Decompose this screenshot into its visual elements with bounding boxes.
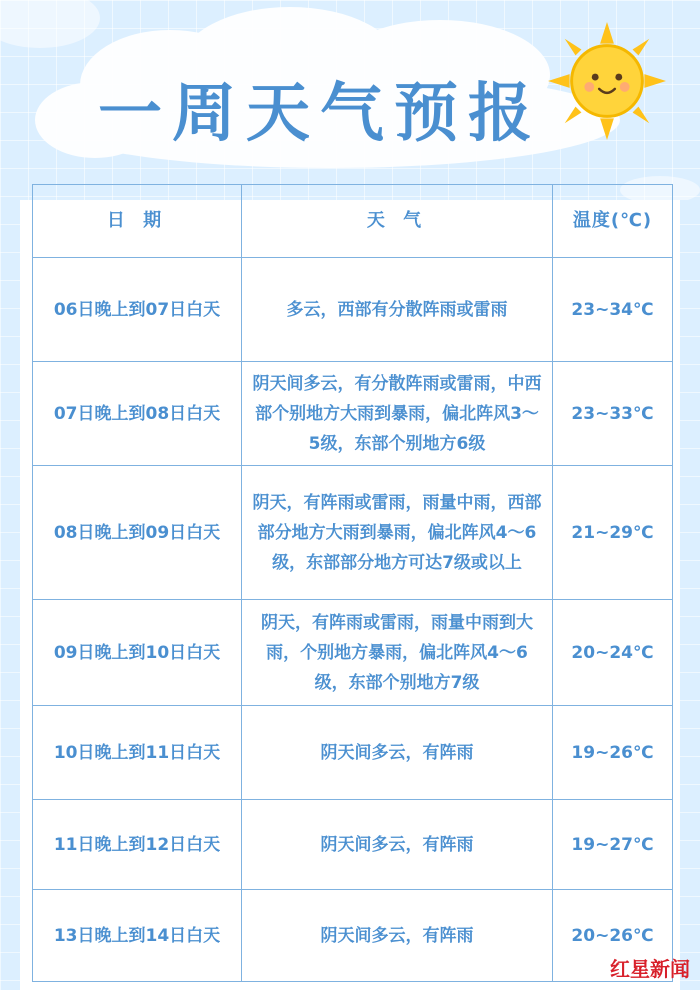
row-weather: 阴天，有阵雨或雷雨，雨量中雨到大雨，个别地方暴雨，偏北阵风4～6级，东部个别地方7级 (242, 600, 553, 706)
row-temp: 19~26℃ (553, 706, 673, 800)
row-date: 06日晚上到07日白天 (33, 258, 242, 362)
table-row (33, 362, 673, 466)
page-title: 一周天气预报 (98, 77, 542, 151)
forecast-table (32, 184, 673, 982)
row-date: 10日晚上到11日白天 (33, 706, 242, 800)
watermark-logo (610, 953, 690, 982)
table-row (33, 258, 673, 362)
table-header-row (33, 185, 673, 258)
row-weather: 阴天间多云，有分散阵雨或雷雨，中西部个别地方大雨到暴雨，偏北阵风3～5级，东部个别地方6级 (242, 362, 553, 466)
header-date: 日 期 (33, 185, 242, 258)
row-temp: 23~33℃ (553, 362, 673, 466)
table-row (33, 600, 673, 706)
header-temp: 温度(℃) (553, 185, 673, 258)
row-weather: 阴天间多云，有阵雨 (242, 890, 553, 982)
row-weather: 阴天，有阵雨或雷雨，雨量中雨，西部部分地方大雨到暴雨，偏北阵风4～6级，东部部分地方可达7级或以上 (242, 466, 553, 600)
row-weather: 阴天间多云，有阵雨 (242, 706, 553, 800)
row-date: 08日晚上到09日白天 (33, 466, 242, 600)
row-temp: 20~24℃ (553, 600, 673, 706)
row-temp: 23~34℃ (553, 258, 673, 362)
table-row (33, 466, 673, 600)
row-weather: 多云，西部有分散阵雨或雷雨 (242, 258, 553, 362)
table-row (33, 890, 673, 982)
row-temp: 21~29℃ (553, 466, 673, 600)
row-temp: 19~27℃ (553, 800, 673, 890)
table-row (33, 800, 673, 890)
row-date: 07日晚上到08日白天 (33, 362, 242, 466)
watermark-text: 红星新闻 (610, 957, 690, 981)
row-date: 09日晚上到10日白天 (33, 600, 242, 706)
row-temp: 20~26℃ (553, 890, 673, 982)
sun-icon (548, 22, 666, 140)
row-date: 11日晚上到12日白天 (33, 800, 242, 890)
row-date: 13日晚上到14日白天 (33, 890, 242, 982)
header-weather: 天 气 (242, 185, 553, 258)
row-weather: 阴天间多云，有阵雨 (242, 800, 553, 890)
table-row (33, 706, 673, 800)
